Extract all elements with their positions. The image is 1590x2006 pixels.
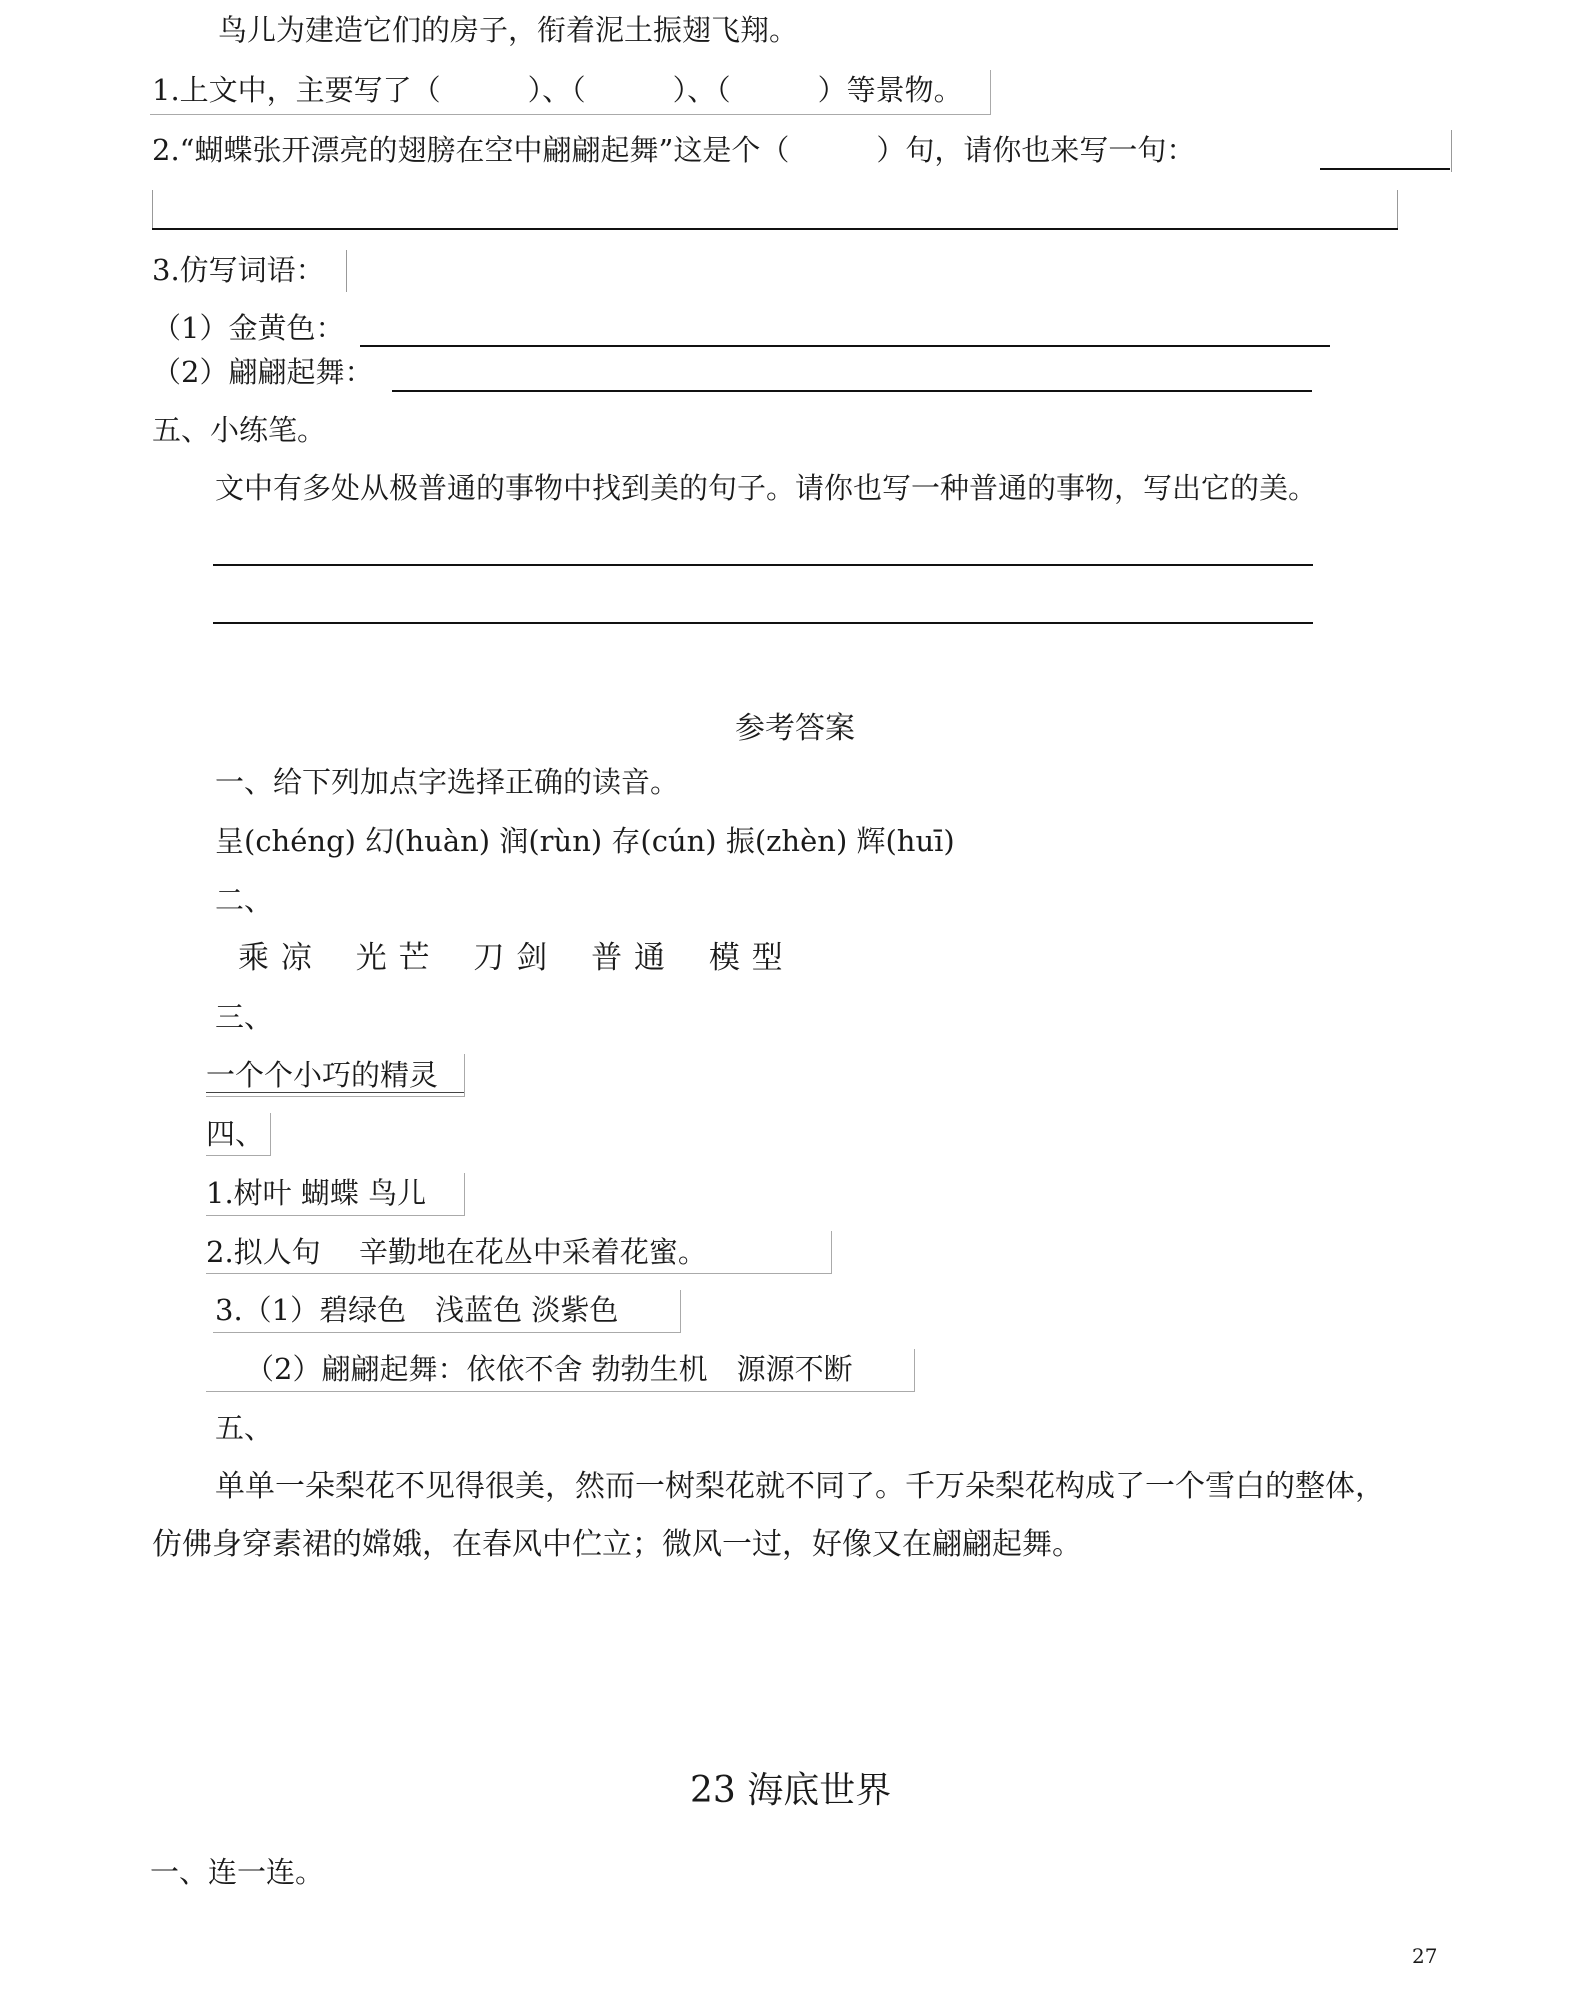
- answers-title: 参考答案: [735, 711, 855, 746]
- writing-line-2: [213, 622, 1313, 624]
- q3-2-answer-line: [392, 390, 1312, 392]
- q2-box-edge: [1451, 130, 1452, 172]
- question-1: 1.上文中，主要写了（ ）、（ ）、（ ）等景物。: [152, 73, 963, 107]
- answer-4-4: （2）翩翩起舞：依依不舍 勃勃生机 源源不断: [245, 1352, 853, 1386]
- section-5-prompt: 文中有多处从极普通的事物中找到美的句子。请你也写一种普通的事物，写出它的美。: [215, 471, 1318, 505]
- section-5-title: 五、小练笔。: [152, 413, 327, 447]
- q2-answer-line: [152, 228, 1398, 230]
- question-2: 2.“蝴蝶张开漂亮的翅膀在空中翩翩起舞”这是个（ ）句，请你也来写一句：: [152, 133, 1196, 167]
- answer-3-body: 一个个小巧的精灵: [206, 1058, 439, 1092]
- answer-1-body: 呈(chéng) 幻(huàn) 润(rùn) 存(cún) 振(zhèn) 辉(huī): [215, 824, 955, 858]
- q3-box-edge: [346, 250, 347, 292]
- writing-line-1: [213, 564, 1313, 566]
- q2-continue-edge-right: [1397, 190, 1398, 230]
- question-3-1: （1）金黄色：: [152, 311, 345, 345]
- lesson-question-1: 一、连一连。: [150, 1855, 325, 1889]
- answer-4-1: 1.树叶 蝴蝶 鸟儿: [206, 1176, 427, 1210]
- page-number: 27: [1412, 1944, 1438, 1968]
- answer-5-line-2: 仿佛身穿素裙的嫦娥，在春风中伫立；微风一过，好像又在翩翩起舞。: [152, 1527, 1082, 1562]
- answer-1-title: 一、给下列加点字选择正确的读音。: [215, 765, 680, 799]
- q2-answer-line-inline: [1320, 168, 1450, 170]
- answer-4-title: 四、: [206, 1117, 265, 1151]
- answer-5-title: 五、: [215, 1411, 274, 1445]
- q3-1-answer-line: [360, 345, 1330, 347]
- passage-last-line: 鸟儿为建造它们的房子，衔着泥土振翅飞翔。: [218, 13, 799, 47]
- question-3-2: （2）翩翩起舞：: [152, 355, 374, 389]
- answer-5-line-1: 单单一朵梨花不见得很美，然而一树梨花就不同了。千万朵梨花构成了一个雪白的整体，: [215, 1469, 1385, 1504]
- answer-4-2: 2.拟人句 辛勤地在花丛中采着花蜜。: [206, 1235, 707, 1269]
- answer-2-title: 二、: [215, 883, 274, 917]
- answer-3-title: 三、: [215, 1000, 274, 1034]
- answer-4-3: 3.（1）碧绿色 浅蓝色 淡紫色: [215, 1293, 619, 1327]
- q2-continue-edge-left: [152, 190, 153, 230]
- answer-2-body: 乘 凉 光 芒 刀 剑 普 通 模 型: [238, 940, 784, 976]
- question-3: 3.仿写词语：: [152, 253, 325, 287]
- answer-3-underline: [206, 1092, 464, 1093]
- lesson-title: 23 海底世界: [690, 1770, 892, 1811]
